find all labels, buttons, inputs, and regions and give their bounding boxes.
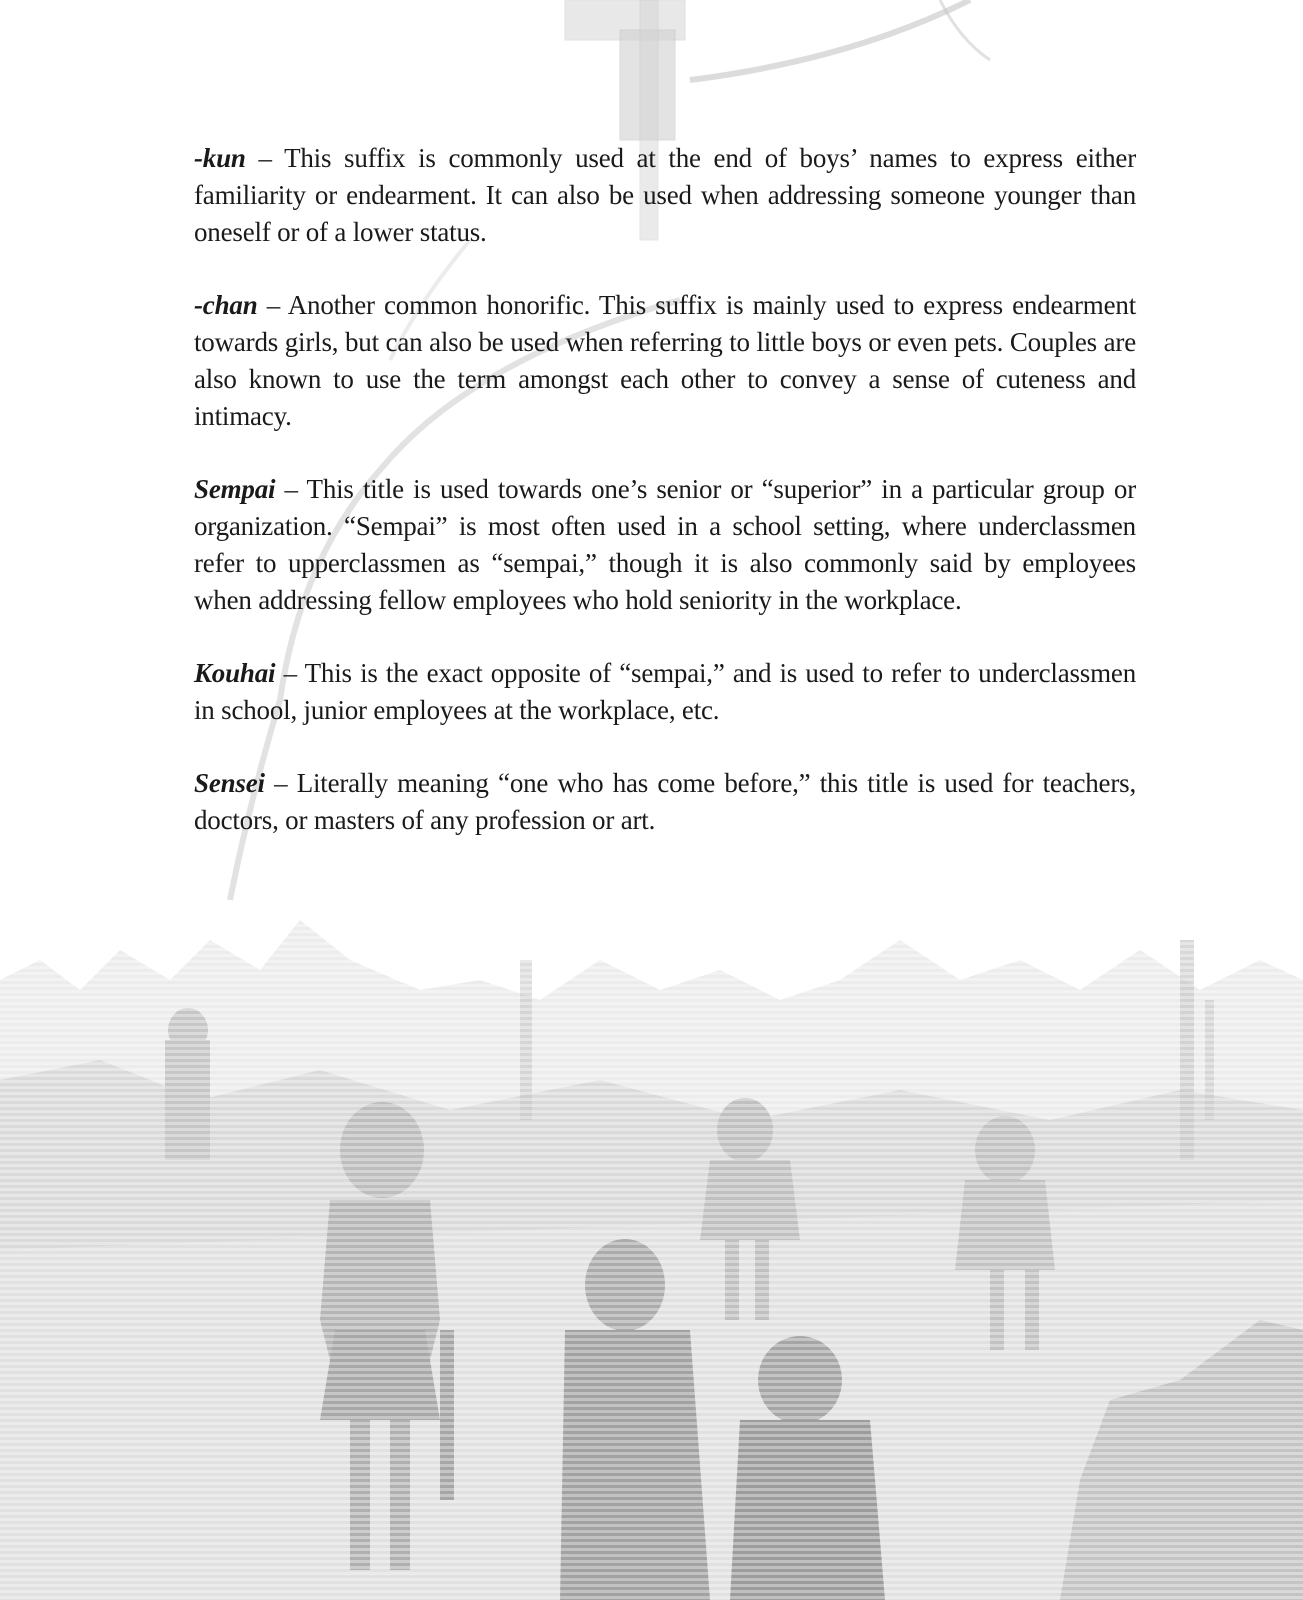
entry-kun	[194, 140, 1136, 251]
entry-chan	[194, 287, 1136, 435]
term-sensei: Sensei	[194, 768, 265, 798]
entry-sensei	[194, 765, 1136, 839]
term-chan: -chan	[194, 290, 258, 320]
definition-sempai: – This title is used towards one’s senior or “superior” in a particular group or organization. “Sempai” is most often used in a school setting, where underclassmen refer to upperclassmen as “sempai,” though it is also commonly said by employees when addressing fellow employees who hold seniority in the workplace.	[194, 474, 1136, 615]
honorifics-glossary	[194, 140, 1136, 875]
term-kouhai: Kouhai	[194, 658, 276, 688]
definition-sensei: – Literally meaning “one who has come before,” this title is used for teachers, doctors, or masters of any profession or art.	[194, 768, 1136, 835]
term-kun: -kun	[194, 143, 246, 173]
definition-kouhai: – This is the exact opposite of “sempai,” and is used to refer to underclassmen in school, junior employees at the workplace, etc.	[194, 658, 1136, 725]
entry-sempai	[194, 471, 1136, 619]
term-sempai: Sempai	[194, 474, 276, 504]
definition-chan: – Another common honorific. This suffix is mainly used to express endearment towards girls, but can also be used when referring to little boys or even pets. Couples are also known to use the term amongst each other to convey a sense of cuteness and intimacy.	[194, 290, 1136, 431]
definition-kun: – This suffix is commonly used at the end of boys’ names to express either familiarity or endearment. It can also be used when addressing someone younger than oneself or of a lower status.	[194, 143, 1136, 247]
entry-kouhai	[194, 655, 1136, 729]
